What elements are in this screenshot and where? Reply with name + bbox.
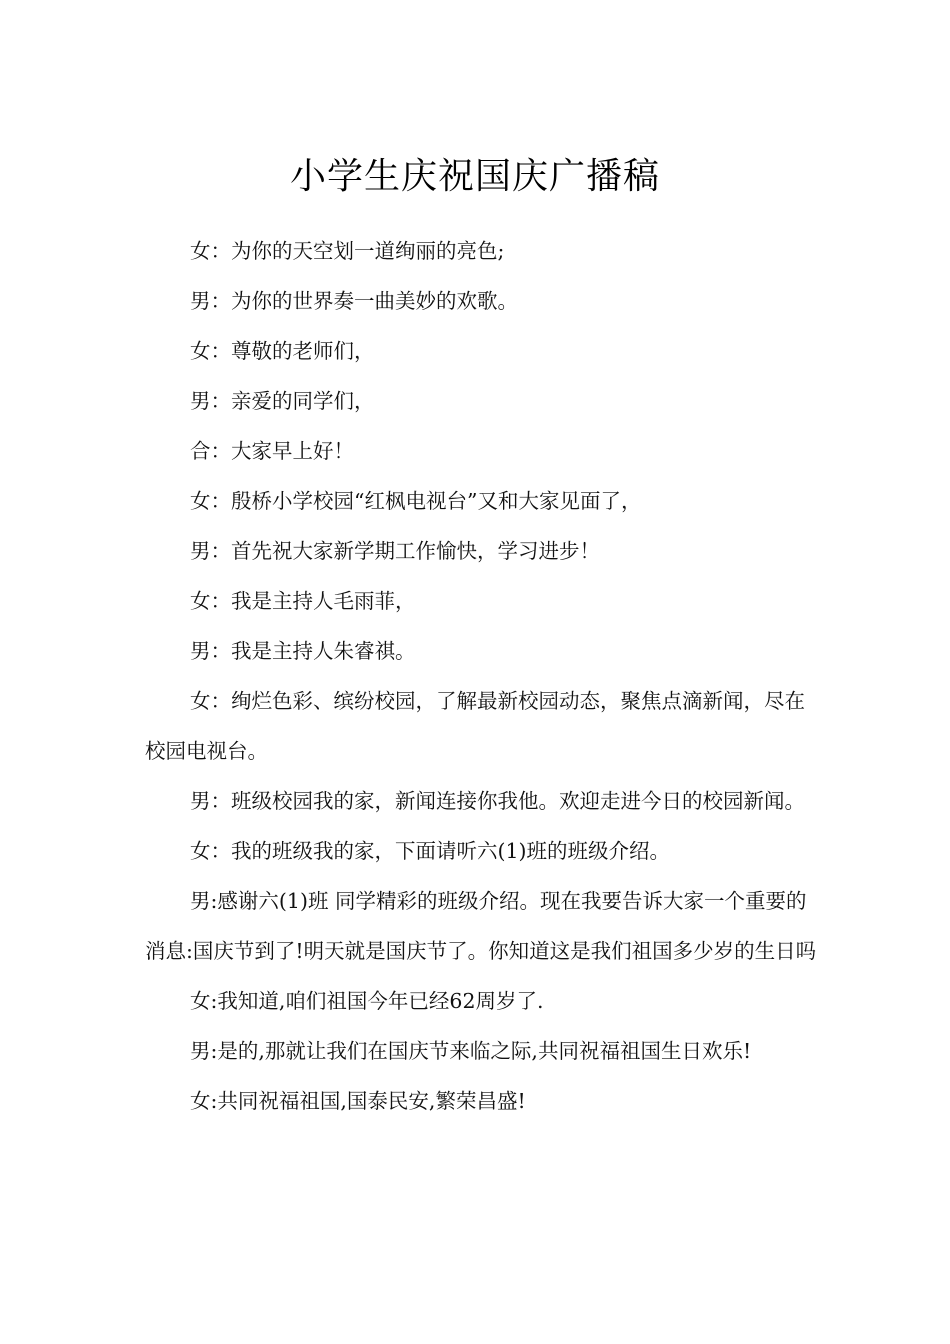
paragraph: 男：我是主持人朱睿祺。 xyxy=(190,639,416,663)
document-body xyxy=(145,226,825,1126)
paragraph: 女：尊敬的老师们， xyxy=(190,339,375,363)
document-title: 小学生庆祝国庆广播稿 xyxy=(289,156,660,198)
paragraph: 合：大家早上好！ xyxy=(190,439,354,463)
paragraph: 女：我的班级我的家，下面请听六(1)班的班级介绍。 xyxy=(190,839,671,863)
paragraph: 男:是的,那就让我们在国庆节来临之际,共同祝福祖国生日欢乐! xyxy=(190,1039,752,1063)
paragraph: 女：绚烂色彩、缤纷校园，了解最新校园动态，聚焦点滴新闻，尽在校园电视台。 xyxy=(145,689,805,763)
paragraph: 女:我知道,咱们祖国今年已经62周岁了. xyxy=(190,989,544,1013)
paragraph: 男：为你的世界奏一曲美妙的欢歌。 xyxy=(190,289,518,313)
paragraph: 男：首先祝大家新学期工作愉快，学习进步！ xyxy=(190,539,600,563)
paragraph: 女：殷桥小学校园“红枫电视台”又和大家见面了， xyxy=(190,489,642,513)
paragraph: 男:感谢六(1)班 同学精彩的班级介绍。现在我要告诉大家一个重要的消息:国庆节到了!明天就是国庆节了。你知道这是我们祖国多少岁的生日吗 xyxy=(145,889,817,963)
paragraph: 男：班级校园我的家，新闻连接你我他。欢迎走进今日的校园新闻。 xyxy=(190,789,805,813)
paragraph: 女：我是主持人毛雨菲， xyxy=(190,589,416,613)
paragraph: 女：为你的天空划一道绚丽的亮色; xyxy=(190,239,505,263)
paragraph: 男：亲爱的同学们， xyxy=(190,389,375,413)
paragraph: 女:共同祝福祖国,国泰民安,繁荣昌盛! xyxy=(190,1089,526,1113)
